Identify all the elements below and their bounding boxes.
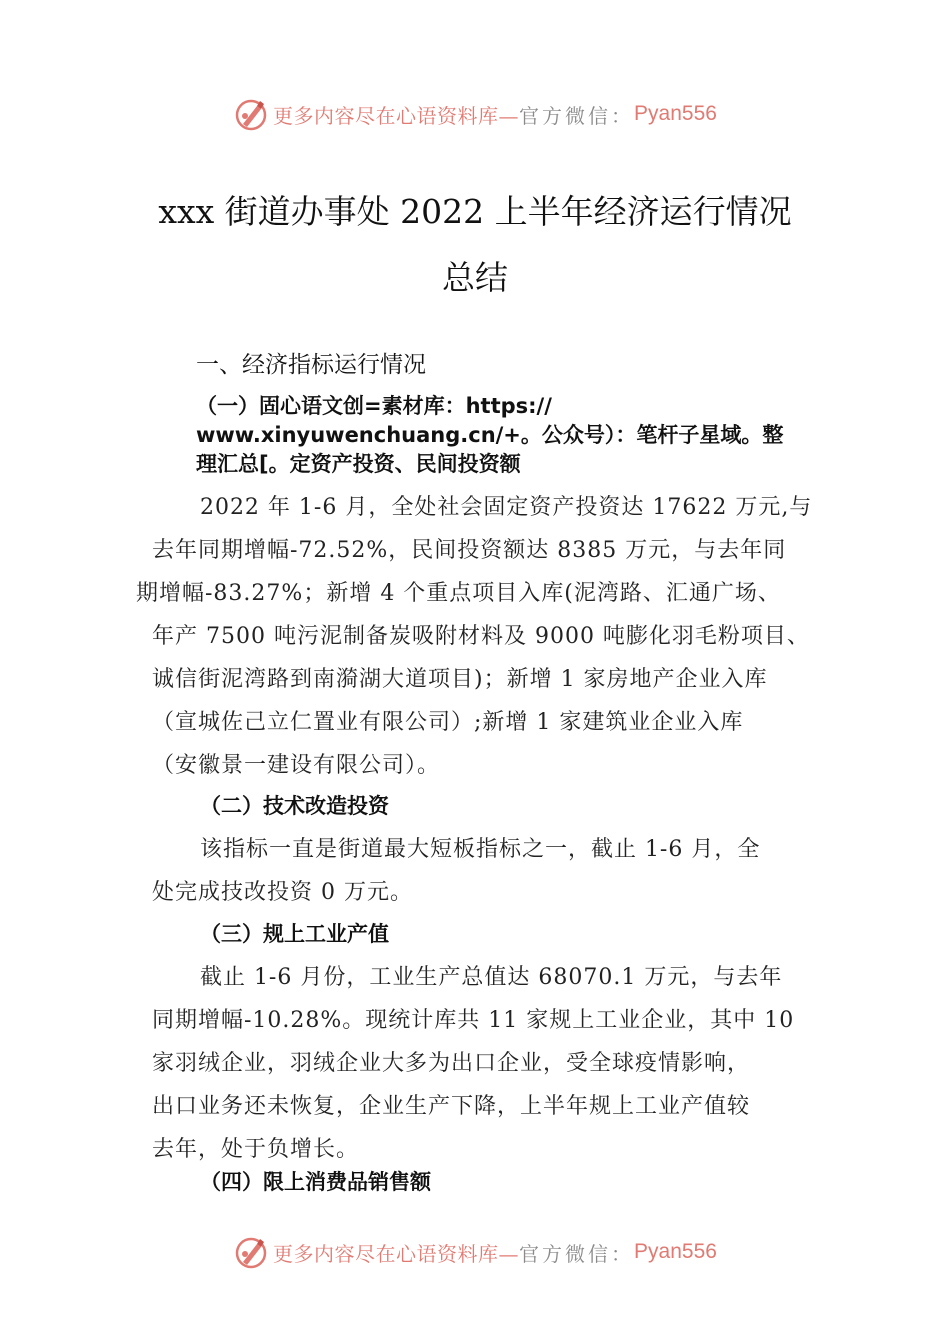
paragraph-line: 同期增幅-10.28%。现统计库共 11 家规上工业企业，其中 10 [136,1008,795,1033]
section-heading-economic-indicators: 一、经济指标运行情况 [196,352,426,378]
watermark-brand-text: 更多内容尽在心语资料库— [273,103,520,128]
subsection-heading-line: （一）固心语文创=素材库：https:// [196,394,552,418]
paragraph-line: 出口业务还未恢复，企业生产下降，上半年规上工业产值较 [136,1094,750,1119]
paragraph-line: 去年同期增幅-72.52%，民间投资额达 8385 万元，与去年同 [136,538,787,563]
paragraph-line: 期增幅-83.27%；新增 4 个重点项目入库(泥湾路、汇通广场、 [136,581,781,606]
paragraph-line: 家羽绒企业，羽绒企业大多为出口企业，受全球疫情影响， [136,1051,750,1076]
paragraph-line: 该指标一直是街道最大短板指标之一，截止 1-6 月，全 [136,837,761,862]
subsection-heading-fixed-assets [196,392,836,479]
paragraph-line: 去年，处于负增长。 [136,1137,359,1162]
subsection-heading-line: 理汇总[。定资产投资、民间投资额 [196,452,521,476]
subsection-heading-tech-upgrade: （二）技术改造投资 [200,794,389,818]
paragraph-fixed-assets [136,486,812,787]
pen-nib-icon [233,1234,269,1270]
watermark-wechat-label: 官方微信： [519,1241,635,1266]
paragraph-tech-upgrade [136,828,760,914]
watermark-banner-top [0,94,950,134]
paragraph-line: 2022 年 1-6 月，全处社会固定资产投资达 17622 万元,与 [136,495,813,520]
paragraph-line: 年产 7500 吨污泥制备炭吸附材料及 9000 吨膨化羽毛粉项目、 [136,624,810,649]
watermark-wechat-id: Pyan556 [634,1240,717,1263]
paragraph-line: 截止 1-6 月份，工业生产总值达 68070.1 万元，与去年 [136,965,783,990]
subsection-heading-retail-sales: （四）限上消费品销售额 [200,1170,431,1194]
paragraph-line: （安徽景一建设有限公司）。 [136,753,440,778]
watermark-wechat-label: 官方微信： [519,103,635,128]
subsection-heading-industrial-output: （三）规上工业产值 [200,922,389,946]
paragraph-industrial-output [136,956,794,1171]
document-title-line-2: 总结 [442,258,508,297]
watermark-brand-text: 更多内容尽在心语资料库— [273,1241,520,1266]
subsection-heading-line: www.xinyuwenchuang.cn/+。公众号）：笔杆子星域。整 [196,423,784,447]
paragraph-line: 处完成技改投资 0 万元。 [136,880,413,905]
watermark-banner-bottom [0,1232,950,1272]
pen-nib-icon [233,96,269,132]
watermark-wechat-id: Pyan556 [634,102,717,125]
paragraph-line: 诚信街泥湾路到南漪湖大道项目)；新增 1 家房地产企业入库 [136,667,768,692]
paragraph-line: （宣城佐己立仁置业有限公司）;新增 1 家建筑业企业入库 [136,710,744,735]
document-title-line-1: xxx 街道办事处 2022 上半年经济运行情况 [158,192,792,231]
